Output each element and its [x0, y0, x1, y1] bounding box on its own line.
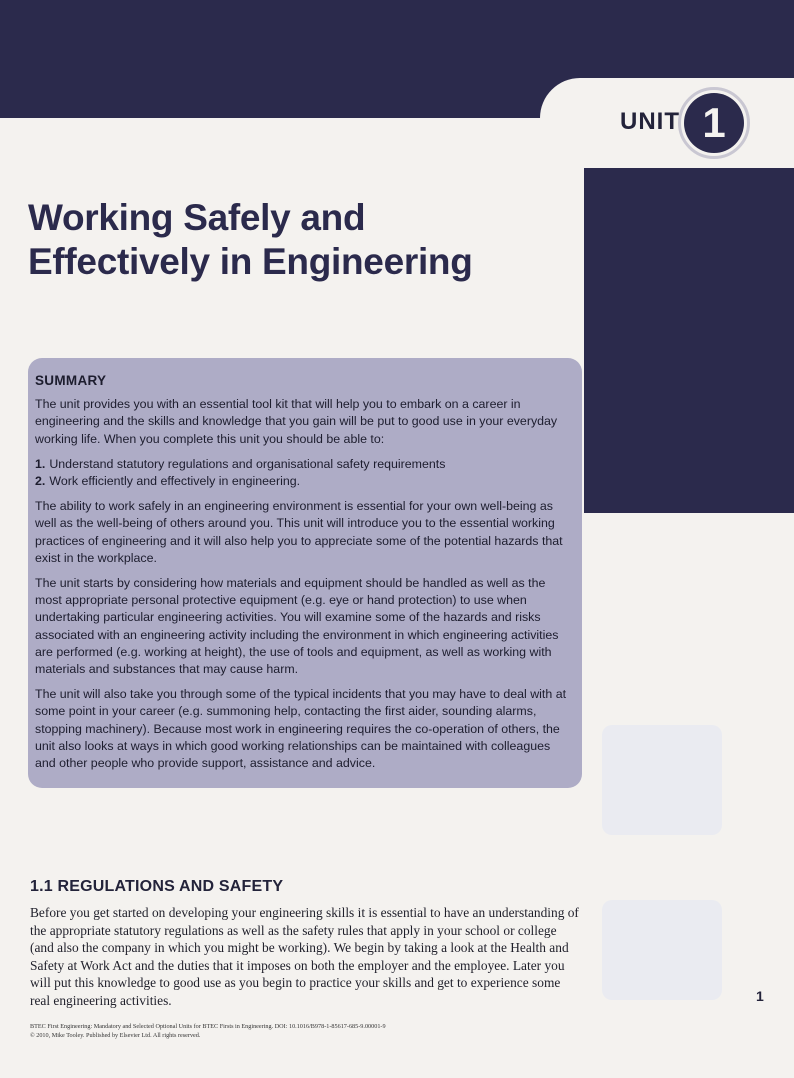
- outcome-item: [35, 456, 572, 473]
- section-body: Before you get started on developing your engineering skills it is essential to have an understanding of the appropriate statutory regulations as well as the safety rules that apply in your school or college (and also the company in which you might be working). We begin by taking a look at the Health and Safety at Work Act and the duties that it imposes on both the employer and the employee. Later you will put this knowledge to good use as you begin to practice your skills and get to experience some real engineering activities.: [30, 905, 579, 1008]
- summary-paragraph: The unit will also take you through some of the typical incidents that you may have to deal with at some point in your career (e.g. summoning help, contacting the first aider, sounding alarms, stopping machinery). Because most work in engineering requires the co-operation of others, the unit also looks at ways in which good working relationships can be maintained with colleagues and other people who provide support, assistance and advice.: [35, 687, 567, 771]
- footer-copyright: © 2010, Mike Tooley. Published by Elsevier Ltd. All rights reserved.: [30, 1032, 201, 1039]
- title-line-2: Effectively in Engineering: [28, 241, 473, 282]
- title-line-1: Working Safely and: [28, 197, 366, 238]
- outcome-item: [35, 473, 572, 490]
- summary-box: [28, 358, 582, 788]
- outcome-number: 1.: [35, 456, 46, 471]
- summary-paragraph: The unit starts by considering how materials and equipment should be handled as well as the most appropriate personal protective equipment (e.g. eye or hand protection) to use when undertaking particular engineering activities. You will examine some of the hazards and risks associated with an engineering activity including the environment in which engineering activities are performed (e.g. working at height), the use of tools and equipment, as well as working with materials and substances that may cause harm.: [35, 576, 559, 677]
- learning-outcomes: [35, 456, 572, 490]
- summary-heading: SUMMARY: [35, 373, 107, 388]
- page-number: 1: [756, 988, 764, 1004]
- section-heading: 1.1 REGULATIONS AND SAFETY: [30, 878, 284, 895]
- bleed-through-box: [602, 725, 722, 835]
- summary-paragraph: The ability to work safely in an engineering environment is essential for your own well-being as well as the well-being of others around you. This unit will introduce you to the essential working practices of engineering and it will also help you to appreciate some of the potential hazards that exist in the workplace.: [35, 499, 563, 565]
- outcome-text: Understand statutory regulations and organisational safety requirements: [49, 456, 446, 471]
- outcome-text: Work efficiently and effectively in engineering.: [49, 474, 301, 489]
- page-title: [28, 196, 473, 284]
- unit-label: UNIT: [620, 108, 680, 135]
- copyright-footer: [30, 1022, 590, 1040]
- summary-intro: The unit provides you with an essential tool kit that will help you to embark on a career in engineering and the skills and knowledge that you gain will be put to good use in your everyday working life. When you complete this unit you should be able to:: [35, 397, 558, 446]
- outcome-number: 2.: [35, 474, 46, 489]
- unit-number-badge: 1: [684, 93, 744, 153]
- footer-citation: BTEC First Engineering: Mandatory and Selected Optional Units for BTEC Firsts in Engineering. DOI: 10.1016/B978-1-85617-685-9.00001-9: [30, 1023, 386, 1030]
- bleed-through-box: [602, 900, 722, 1000]
